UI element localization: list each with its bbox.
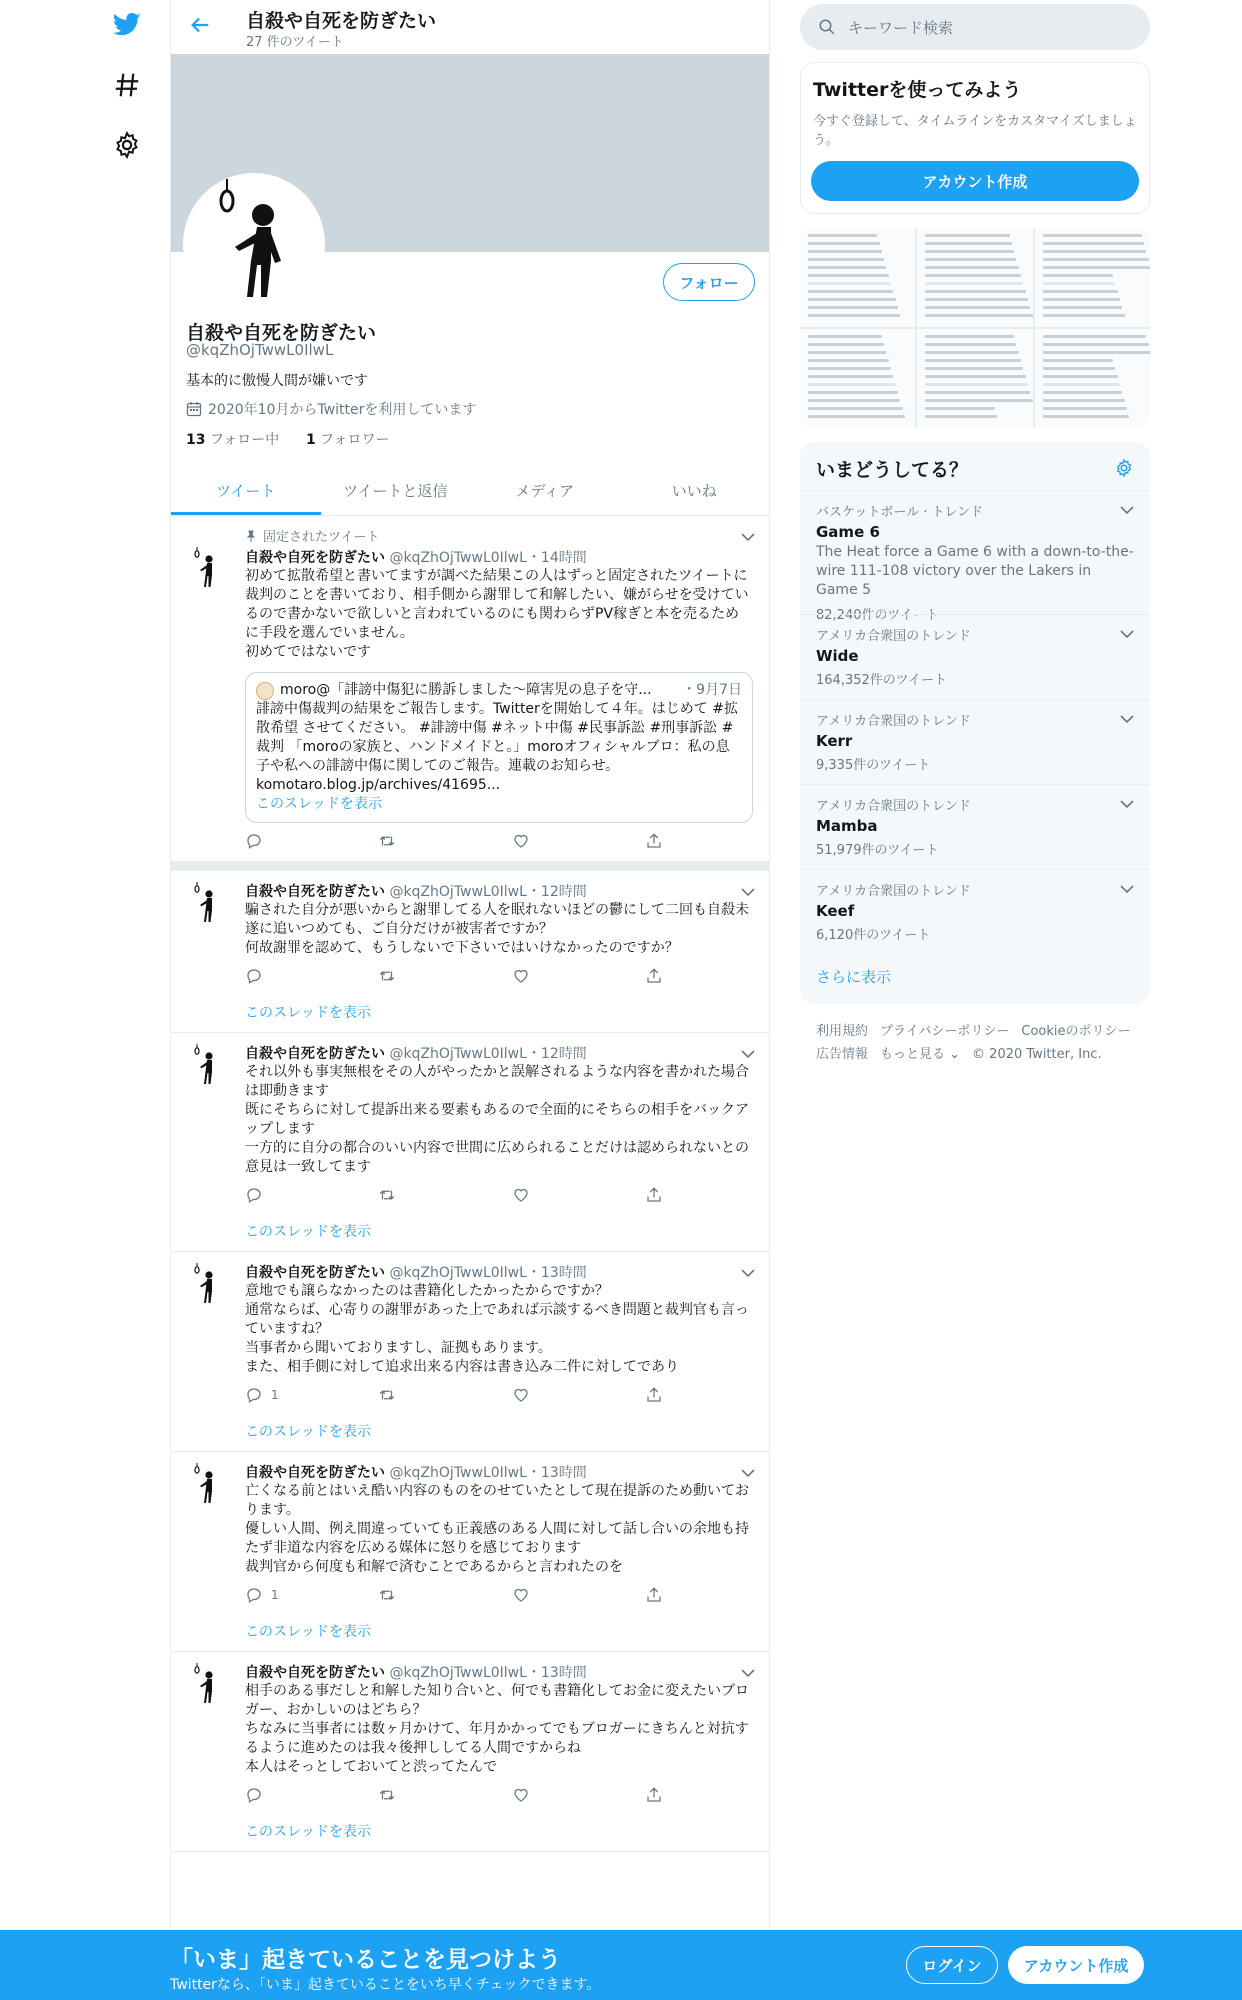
- following-label: フォロー中: [209, 432, 280, 448]
- tweet-meta: [245, 1262, 753, 1282]
- trend-count: 6,120件のツイート: [816, 928, 931, 943]
- tweet-avatar[interactable]: [185, 1462, 229, 1506]
- trend-item[interactable]: [800, 614, 1150, 698]
- bottom-bar-subtitle: Twitterなら、「いま」起きていることをいち早くチェックできます。: [170, 1977, 601, 1993]
- retweet-button[interactable]: [378, 831, 478, 851]
- tweet[interactable]: [171, 1033, 769, 1252]
- hashtag-icon[interactable]: [112, 70, 142, 100]
- signup-card: [800, 62, 1150, 214]
- tweet-text: 騙された自分が悪いからと謝罪してる人を眠れないほどの鬱にして二回も自殺未遂に追いつめても、ご自分だけが被害者ですか？ 何故謝罪を認めて、もうしないで下さいではいけなかったのですか？: [245, 902, 749, 956]
- chevron-down-icon[interactable]: [741, 1668, 755, 1678]
- share-button[interactable]: [645, 966, 665, 986]
- reply-button[interactable]: [245, 1385, 345, 1405]
- quoted-tweet[interactable]: [245, 672, 753, 823]
- retweet-icon: [378, 1586, 396, 1604]
- retweet-button[interactable]: [378, 1185, 478, 1205]
- followers-link[interactable]: [306, 432, 390, 448]
- share-button[interactable]: [645, 1185, 665, 1205]
- trend-context: バスケットボール · トレンド: [816, 505, 984, 520]
- bottom-create-account-button[interactable]: アカウント作成: [1008, 1946, 1144, 1984]
- tweet-actions: [245, 1585, 665, 1605]
- tab-media[interactable]: メディア: [515, 482, 575, 500]
- trend-name: Game 6: [816, 523, 880, 541]
- like-button[interactable]: [512, 966, 612, 986]
- like-heart-icon: [512, 1186, 530, 1204]
- tweet-meta: [245, 547, 753, 567]
- footer-more[interactable]: もっと見る ⌄: [880, 1047, 961, 1062]
- settings-gear-icon[interactable]: [112, 130, 142, 160]
- footer-copyright: © 2020 Twitter, Inc.: [972, 1047, 1102, 1062]
- profile-bio: 基本的に傲慢人間が嫌いです: [186, 373, 368, 389]
- tweet-time[interactable]: ・13時間: [526, 1665, 587, 1681]
- pinned-label: [217, 526, 753, 545]
- retweet-button[interactable]: [378, 1785, 478, 1805]
- trend-item[interactable]: [800, 490, 1150, 633]
- tweet-time[interactable]: ・12時間: [526, 884, 587, 900]
- show-thread-link[interactable]: このスレッドを表示: [245, 1005, 371, 1021]
- login-button[interactable]: ログイン: [906, 1946, 998, 1984]
- tweet-handle[interactable]: @kqZhOjTwwL0IlwL: [389, 884, 527, 900]
- like-button[interactable]: [512, 1185, 612, 1205]
- tweet-author-name[interactable]: 自殺や自死を防ぎたい: [245, 1465, 385, 1481]
- tab-tweets-and-replies[interactable]: ツイートと返信: [343, 482, 448, 500]
- retweet-button[interactable]: [378, 966, 478, 986]
- following-link[interactable]: [186, 432, 279, 448]
- like-heart-icon: [512, 1786, 530, 1804]
- follow-button[interactable]: フォロー: [663, 263, 755, 301]
- trend-count: 82,240件のツイート: [816, 608, 939, 623]
- tweet-avatar[interactable]: [185, 881, 229, 925]
- back-arrow-icon[interactable]: [189, 14, 211, 36]
- chevron-down-icon[interactable]: [741, 1049, 755, 1059]
- trend-name: Wide: [816, 647, 859, 665]
- retweet-button[interactable]: [378, 1585, 478, 1605]
- signup-text: 今すぐ登録して、タイムラインをカスタマイズしましょう。: [813, 114, 1137, 148]
- trend-count: 164,352件のツイート: [816, 673, 947, 688]
- trend-count: 9,335件のツイート: [816, 758, 931, 773]
- tweet-handle[interactable]: @kqZhOjTwwL0IlwL: [389, 1046, 527, 1062]
- reply-button[interactable]: [245, 1185, 345, 1205]
- like-heart-icon: [512, 1586, 530, 1604]
- share-button[interactable]: [645, 1785, 665, 1805]
- retweet-icon: [378, 1186, 396, 1204]
- tweet-text: 初めて拡散希望と書いてますが調べた結果この人はずっと固定されたツイートに裁判のことを書いており、相手側から謝罪して和解したい、嫌がらせを受けているので書かないで欲しいと言われているのにも関わらずPV稼ぎと本を売るために手段を選んでいません。 初めてではないです: [245, 568, 749, 660]
- reply-button[interactable]: [245, 1585, 345, 1605]
- tweet-text: それ以外も事実無根をその人がやったかと誤解されるような内容を書かれた場合は即動きます 既にそちらに対して提訴出来る要素もあるので全面的にそちらの相手をバックアップします 一方的に自分の都合のいい内容で世間に広められることだけは認められないとの意見は一致してます: [245, 1064, 749, 1175]
- calendar-icon: [186, 401, 202, 417]
- pinned-text: 固定されたツイート: [263, 530, 380, 545]
- trends-panel: [800, 442, 1150, 1004]
- tweet[interactable]: [171, 516, 769, 871]
- tweet-actions: [245, 831, 665, 851]
- trend-count: 51,979件のツイート: [816, 843, 939, 858]
- header-title: 自殺や自死を防ぎたい: [246, 10, 437, 32]
- footer-cookies[interactable]: Cookieのポリシー: [1021, 1024, 1131, 1039]
- retweet-icon: [378, 1386, 396, 1404]
- media-thumbnail[interactable]: [917, 329, 1032, 428]
- quote-time: ・9月7日: [682, 682, 742, 698]
- signup-title: Twitterを使ってみよう: [813, 79, 1022, 101]
- profile-joined: [186, 399, 476, 419]
- tweet-author-name[interactable]: 自殺や自死を防ぎたい: [245, 1046, 385, 1062]
- profile-header: [171, 0, 769, 54]
- hanging-figure-icon: [187, 177, 321, 311]
- search-placeholder: キーワード検索: [848, 18, 954, 37]
- chevron-down-icon[interactable]: [1120, 799, 1134, 809]
- show-thread-link[interactable]: このスレッドを表示: [245, 1824, 371, 1840]
- tweet-avatar[interactable]: [185, 1262, 229, 1306]
- quote-thread-link[interactable]: このスレッドを表示: [256, 796, 382, 812]
- media-thumbnail[interactable]: [800, 329, 915, 428]
- tweet-meta: [245, 881, 753, 901]
- profile-tabs: [171, 464, 769, 516]
- like-button[interactable]: [512, 1585, 612, 1605]
- tweet-time[interactable]: ・13時間: [526, 1465, 587, 1481]
- reply-count: 1: [271, 1388, 279, 1402]
- tweet-meta: [245, 1462, 753, 1482]
- share-icon: [645, 1386, 663, 1404]
- reply-icon: [245, 967, 263, 985]
- trend-context: アメリカ合衆国のトレンド: [816, 714, 971, 729]
- tweet-text: 意地でも譲らなかったのは書籍化したかったからですか？ 通常ならば、心寄りの謝罪があった上であれば示談するべき問題と裁判官も言っていますね？ 当事者から聞いておりますし、証拠もあります。 また、相手側に対して追求出来る内容は書き込み二件に対してであり: [245, 1283, 749, 1375]
- trend-name: Mamba: [816, 817, 878, 835]
- tweet-author-name[interactable]: 自殺や自死を防ぎたい: [245, 1665, 385, 1681]
- tweet[interactable]: [171, 1252, 769, 1452]
- trend-name: Kerr: [816, 732, 853, 750]
- search-input[interactable]: [800, 4, 1150, 50]
- trends-title: いまどうしてる？: [816, 459, 969, 481]
- media-grid: [800, 228, 1150, 428]
- tweet-meta: [245, 1662, 753, 1682]
- create-account-button[interactable]: アカウント作成: [811, 161, 1139, 201]
- tweet-meta: [245, 1043, 753, 1063]
- chevron-down-icon[interactable]: [741, 1268, 755, 1278]
- show-thread-link[interactable]: このスレッドを表示: [245, 1624, 371, 1640]
- chevron-down-icon[interactable]: [741, 532, 755, 542]
- like-button[interactable]: [512, 1785, 612, 1805]
- trends-settings-icon[interactable]: [1114, 458, 1134, 478]
- profile-avatar[interactable]: [183, 173, 325, 315]
- like-button[interactable]: [512, 831, 612, 851]
- twitter-logo-icon[interactable]: [112, 10, 142, 40]
- trend-context: アメリカ合衆国のトレンド: [816, 799, 971, 814]
- tweet-handle[interactable]: @kqZhOjTwwL0IlwL: [389, 1665, 527, 1681]
- reply-icon: [245, 1186, 263, 1204]
- reply-icon: [245, 1586, 263, 1604]
- reply-button[interactable]: [245, 831, 345, 851]
- profile-stats: [186, 429, 389, 449]
- media-thumbnail[interactable]: [800, 228, 915, 327]
- share-icon: [645, 1186, 663, 1204]
- quote-avatar: [256, 682, 274, 700]
- trend-item[interactable]: [800, 699, 1150, 783]
- footer-ads[interactable]: 広告情報: [816, 1047, 869, 1062]
- like-heart-icon: [512, 967, 530, 985]
- tweet-avatar[interactable]: [185, 1043, 229, 1087]
- tweet-avatar[interactable]: [185, 1662, 229, 1706]
- retweet-icon: [378, 832, 396, 850]
- chevron-down-icon[interactable]: [741, 1468, 755, 1478]
- footer-privacy[interactable]: プライバシーポリシー: [880, 1024, 1010, 1039]
- reply-icon: [245, 832, 263, 850]
- share-icon: [645, 1786, 663, 1804]
- reply-icon: [245, 1786, 263, 1804]
- tweet-handle[interactable]: @kqZhOjTwwL0IlwL: [389, 1265, 527, 1281]
- chevron-down-icon[interactable]: [1120, 884, 1134, 894]
- quote-author: moro@「誹謗中傷犯に勝訴しました～障害児の息子を守...: [280, 682, 652, 698]
- trend-context: アメリカ合衆国のトレンド: [816, 629, 971, 644]
- like-heart-icon: [512, 832, 530, 850]
- tweet-text: 亡くなる前とはいえ酷い内容のものをのせていたとして現在提訴のため動いております。 優しい人間、例え間違っていても正義感のある人間に対して話し合いの余地も持たず非道な内容を広める媒体に怒りを感じております 裁判官から何度も和解で済むことであるからと言われたのを: [245, 1483, 749, 1575]
- tweet-author-name[interactable]: 自殺や自死を防ぎたい: [245, 550, 385, 566]
- tweet[interactable]: [171, 1452, 769, 1652]
- like-button[interactable]: [512, 1385, 612, 1405]
- tweet-avatar[interactable]: [185, 546, 229, 590]
- media-thumbnail[interactable]: [917, 228, 1032, 327]
- share-icon: [645, 1586, 663, 1604]
- share-icon: [645, 967, 663, 985]
- tweet-handle[interactable]: @kqZhOjTwwL0IlwL: [389, 550, 527, 566]
- show-more-link[interactable]: さらに表示: [816, 968, 892, 986]
- following-count: 13: [186, 432, 206, 448]
- tweet-actions: [245, 1385, 665, 1405]
- bottom-bar-title: 「いま」起きていることを見つけよう: [170, 1947, 561, 1973]
- chevron-down-icon[interactable]: [1120, 505, 1134, 515]
- show-thread-link[interactable]: このスレッドを表示: [245, 1224, 371, 1240]
- tweet-actions: [245, 966, 665, 986]
- tweet-time[interactable]: ・12時間: [526, 1046, 587, 1062]
- footer-terms[interactable]: 利用規約: [816, 1024, 869, 1039]
- tab-tweets[interactable]: ツイート: [171, 464, 321, 515]
- bottom-signup-bar: [0, 1930, 1242, 2000]
- share-button[interactable]: [645, 1585, 665, 1605]
- chevron-down-icon[interactable]: [741, 887, 755, 897]
- trend-description: The Heat force a Game 6 with a down-to-the-wire 111-108 victory over the Lakers in Game 5: [816, 544, 1134, 598]
- tweet-handle[interactable]: @kqZhOjTwwL0IlwL: [389, 1465, 527, 1481]
- sidebar-footer: [816, 1020, 1146, 1066]
- retweet-button[interactable]: [378, 1385, 478, 1405]
- chevron-down-icon[interactable]: [1120, 714, 1134, 724]
- tweet-time[interactable]: ・14時間: [526, 550, 587, 566]
- joined-text: 2020年10月からTwitterを利用しています: [208, 402, 477, 418]
- show-thread-link[interactable]: このスレッドを表示: [245, 1424, 371, 1440]
- media-thumbnail[interactable]: [1035, 228, 1150, 327]
- reply-count: 1: [271, 1588, 279, 1602]
- main-column: [170, 0, 770, 2000]
- followers-label: フォロワー: [320, 432, 390, 448]
- quote-text: 誹謗中傷裁判の結果をご報告します。Twitterを開始して４年。はじめて #拡散希望 させてください。 #誹謗中傷 #ネット中傷 #民事訴訟 #刑事訴訟 #裁判 「moroの家族と、ハンドメイドと。」moroオフィシャルブロ：私の息子や私への誹謗中傷に関してのご報告。連載のお知らせ。 komotaro.blog.jp/archives/41695...: [256, 701, 738, 793]
- tab-likes[interactable]: いいね: [671, 482, 717, 500]
- chevron-down-icon[interactable]: [1120, 629, 1134, 639]
- share-button[interactable]: [645, 1385, 665, 1405]
- tweet-count: 27 件のツイート: [246, 35, 344, 50]
- search-icon: [818, 18, 836, 36]
- reply-button[interactable]: [245, 1785, 345, 1805]
- tweet-list: [171, 516, 769, 1852]
- tweet-author-name[interactable]: 自殺や自死を防ぎたい: [245, 884, 385, 900]
- trend-item[interactable]: [800, 784, 1150, 868]
- tweet-author-name[interactable]: 自殺や自死を防ぎたい: [245, 1265, 385, 1281]
- trend-name: Keef: [816, 902, 855, 920]
- profile-handle: @kqZhOjTwwL0IlwL: [186, 341, 334, 359]
- like-heart-icon: [512, 1386, 530, 1404]
- tweet[interactable]: [171, 1652, 769, 1852]
- share-button[interactable]: [645, 831, 665, 851]
- tweet-text: 相手のある事だしと和解した知り合いと、何でも書籍化してお金に変えたいブロガー、おかしいのはどちら？ ちなみに当事者には数ヶ月かけて、年月かかってでもブロガーにきちんと対抗するように進めたのは我々後押ししてる人間ですからね 本人はそっとしておいてと渋ってたんで: [245, 1683, 749, 1775]
- tweet[interactable]: [171, 871, 769, 1033]
- share-icon: [645, 832, 663, 850]
- tweet-actions: [245, 1785, 665, 1805]
- trend-context: アメリカ合衆国のトレンド: [816, 884, 971, 899]
- reply-button[interactable]: [245, 966, 345, 986]
- retweet-icon: [378, 1786, 396, 1804]
- media-thumbnail[interactable]: [1035, 329, 1150, 428]
- pin-icon: [245, 530, 257, 542]
- tweet-actions: [245, 1185, 665, 1205]
- reply-icon: [245, 1386, 263, 1404]
- profile-name: 自殺や自死を防ぎたい: [186, 322, 377, 344]
- retweet-icon: [378, 967, 396, 985]
- trend-item[interactable]: [800, 869, 1150, 953]
- tweet-time[interactable]: ・13時間: [526, 1265, 587, 1281]
- followers-count: 1: [305, 432, 316, 448]
